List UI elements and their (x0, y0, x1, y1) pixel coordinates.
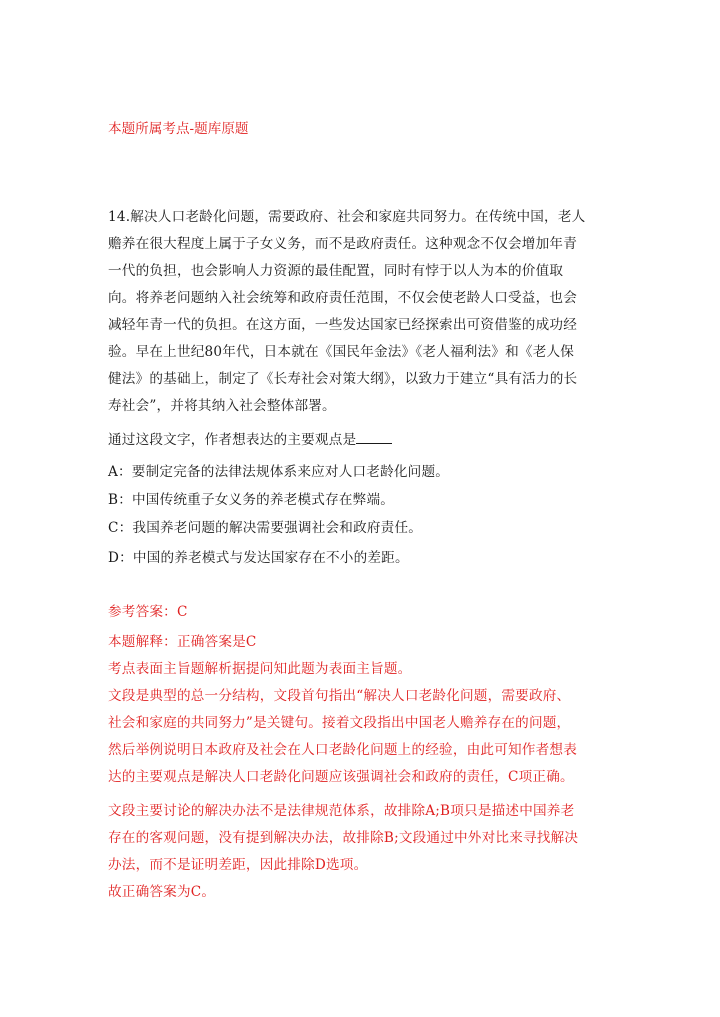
option-c: C：我国养老问题的解决需要强调社会和政府责任。 (108, 520, 423, 536)
explanation-line: 社会和家庭的共同努力”是关键句。接着文段指出中国老人赡养存在的问题， (108, 715, 571, 731)
explanation-line: 办法，而不是证明差距，因此排除D选项。 (108, 857, 368, 873)
explanation-line: 文段是典型的总一分结构，文段首句指出“解决人口老龄化问题，需要政府、 (108, 688, 571, 704)
question-stem-line: 寿社会”，并将其纳入社会整体部署。 (108, 398, 336, 414)
explanation-title: 本题解释：正确答案是C (108, 634, 257, 650)
option-a: A：要制定完备的法律法规体系来应对人口老龄化问题。 (108, 464, 450, 480)
question-stem-line: 健法》的基础上，制定了《长寿社会对策大纲》，以致力于建立“具有活力的长 (108, 371, 578, 387)
final-answer: 故正确答案为C。 (108, 884, 216, 900)
question-stem-line: 验。早在上世纪80年代，日本就在《国民年金法》《老人福利法》和《老人保 (108, 344, 575, 360)
explanation-line: 然后举例说明日本政府及社会在人口老龄化问题上的经验，由此可知作者想表 (108, 742, 577, 758)
question-prompt-text: 通过这段文字，作者想表达的主要观点是 (108, 432, 357, 448)
question-stem-line: 减轻年青一代的负担。在这方面，一些发达国家已经探索出可资借鉴的成功经 (108, 317, 577, 333)
topic-heading: 本题所属考点-题库原题 (108, 121, 249, 137)
answer-blank (356, 431, 392, 444)
question-stem-line: 赡养在很大程度上属于子女义务，而不是政府责任。这种观念不仅会增加年青 (108, 236, 577, 252)
question-stem-line: 14.解决人口老龄化问题，需要政府、社会和家庭共同努力。在传统中国，老人 (108, 209, 586, 225)
question-stem-line: 向。将养老问题纳入社会统筹和政府责任范围，不仅会使老龄人口受益，也会 (108, 290, 577, 306)
explanation-line: 存在的客观问题，没有提到解决办法，故排除B;文段通过中外对比来寻找解决 (108, 830, 579, 846)
explanation-line: 考点表面主旨题解析据提问知此题为表面主旨题。 (108, 661, 412, 677)
explanation-line: 文段主要讨论的解决办法不是法律规范体系，故排除A;B项只是描述中国养老 (108, 803, 575, 819)
question-prompt (108, 428, 392, 448)
option-d: D：中国的养老模式与发达国家存在不小的差距。 (108, 550, 409, 566)
option-b: B：中国传统重子女义务的养老模式存在弊端。 (108, 492, 395, 508)
explanation-line: 达的主要观点是解决人口老龄化问题应该强调社会和政府的责任，C项正确。 (108, 769, 574, 785)
reference-answer: 参考答案：C (108, 604, 188, 620)
question-stem-line: 一代的负担，也会影响人力资源的最佳配置，同时有悖于以人为本的价值取 (108, 263, 564, 279)
